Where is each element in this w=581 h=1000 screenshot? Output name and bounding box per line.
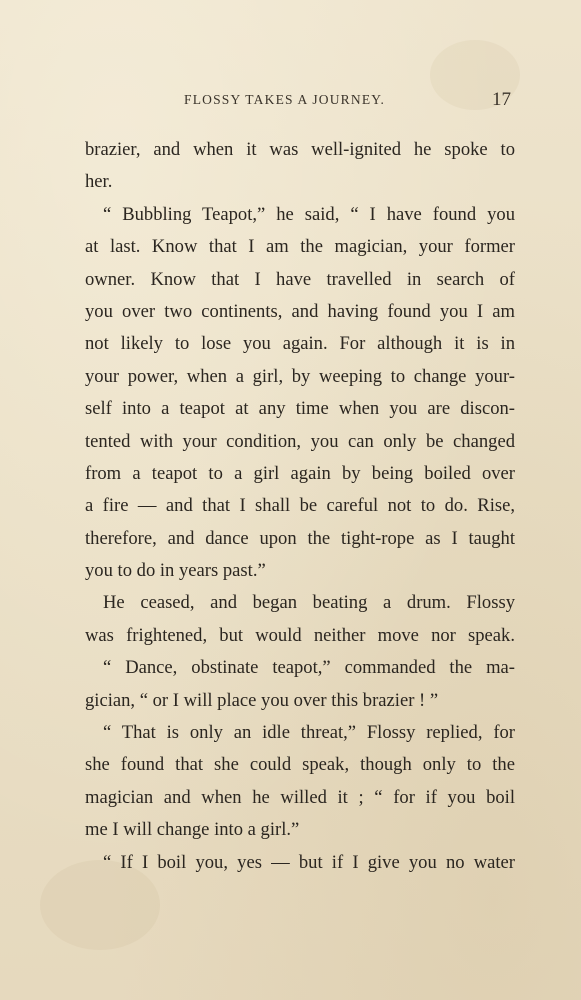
text-line: self into a teapot at any time when you are discon- (85, 398, 515, 420)
text-line: her. (85, 171, 113, 193)
text-line: He ceased, and began beating a drum. Flossy (103, 592, 515, 614)
text-line: you over two continents, and having found you I am (85, 300, 515, 322)
body-text (85, 134, 515, 879)
text-line: “ Bubbling Teapot,” he said, “ I have found you (103, 203, 515, 225)
running-title: FLOSSY TAKES A JOURNEY. (184, 92, 386, 107)
text-line: owner. Know that I have travelled in search of (85, 268, 515, 290)
text-line: “ If I boil you, yes — but if I give you no water (103, 851, 515, 873)
text-line: magician and when he willed it ; “ for if you boil (85, 786, 515, 808)
text-line: therefore, and dance upon the tight-rope as I taught (85, 527, 515, 549)
running-head (0, 89, 581, 112)
text-line: you to do in years past.” (85, 560, 266, 582)
text-line: me I will change into a girl.” (85, 819, 300, 841)
text-line: not likely to lose you again. For although it is in (85, 333, 515, 355)
text-line: tented with your condition, you can only be changed (85, 430, 515, 452)
text-line: “ Dance, obstinate teapot,” commanded the ma- (103, 657, 515, 679)
text-line: at last. Know that I am the magician, your former (85, 236, 515, 258)
text-line: “ That is only an idle threat,” Flossy replied, for (103, 722, 515, 744)
text-line: was frightened, but would neither move nor speak. (85, 624, 515, 646)
text-line: gician, “ or I will place you over this brazier ! ” (85, 689, 439, 711)
page-number: 17 (492, 89, 511, 110)
text-line: she found that she could speak, though only to the (85, 754, 515, 776)
text-line: a fire — and that I shall be careful not to do. Rise, (85, 495, 515, 517)
text-line: from a teapot to a girl again by being boiled over (85, 462, 515, 484)
text-line: your power, when a girl, by weeping to change your- (85, 365, 515, 387)
text-line: brazier, and when it was well-ignited he spoke to (85, 139, 515, 160)
